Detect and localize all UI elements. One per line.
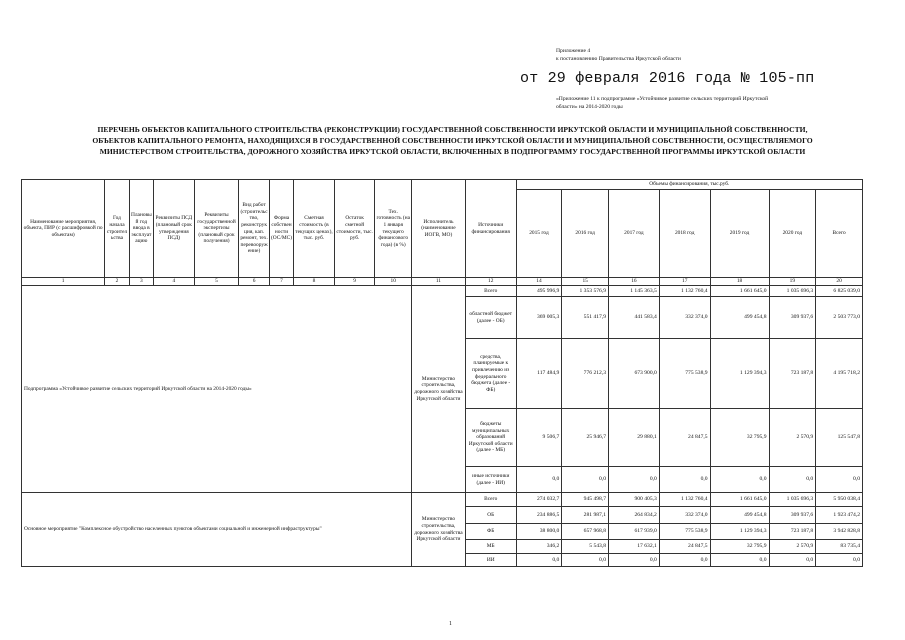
header-ownership: Форма собственности (ОС/МС) — [269, 180, 293, 278]
resolution-date-stamp: от 29 февраля 2016 года № 105-пп — [520, 70, 815, 87]
header-psd-details: Реквизиты ПСД (плановый срок утверждения ПСД) — [154, 180, 195, 278]
title-line-1: ПЕРЕЧЕНЬ ОБЪЕКТОВ КАПИТАЛЬНОГО СТРОИТЕЛЬСТВА (РЕКОНСТРУКЦИИ) ГОСУДАРСТВЕННОЙ СОБСТВЕННОСТИ ИРКУТСКОЙ ОБЛАСТИ И МУНИЦИПАЛЬНОЙ СОБСТВЕННОСТИ, — [97, 125, 808, 134]
value-cell: 274 032,7 — [516, 493, 562, 507]
column-number: 18 — [710, 278, 769, 286]
funding-source: Всего — [465, 493, 516, 507]
column-number: 10 — [375, 278, 412, 286]
value-cell: 2 570,9 — [769, 409, 816, 467]
column-number: 17 — [659, 278, 710, 286]
value-cell: 309 937,6 — [769, 507, 816, 524]
title-line-2: ОБЪЕКТОВ КАПИТАЛЬНОГО РЕМОНТА, НАХОДЯЩИХСЯ В ГОСУДАРСТВЕННОЙ СОБСТВЕННОСТИ ИРКУТСКОЙ ОБЛАСТИ И МУНИЦИПАЛЬНОЙ СОБСТВЕННОСТИ, ОСУЩЕСТВЛЯЕМОГО — [92, 136, 813, 145]
value-cell: 24 847,5 — [659, 540, 710, 554]
value-cell: 1 661 645,0 — [710, 286, 769, 297]
value-cell: 945 498,7 — [562, 493, 609, 507]
value-cell: 25 946,7 — [562, 409, 609, 467]
value-cell: 673 900,0 — [609, 339, 660, 409]
funding-source: МБ — [465, 540, 516, 554]
value-cell: 0,0 — [659, 467, 710, 493]
funding-source: ИИ — [465, 554, 516, 567]
column-number: 8 — [294, 278, 335, 286]
value-cell: 1 923 474,2 — [816, 507, 863, 524]
header-total: Всего — [816, 190, 863, 278]
value-cell: 0,0 — [562, 554, 609, 567]
value-cell: 4 195 718,2 — [816, 339, 863, 409]
value-cell: 117 484,9 — [516, 339, 562, 409]
value-cell: 0,0 — [516, 554, 562, 567]
value-cell: 0,0 — [710, 554, 769, 567]
value-cell: 369 005,3 — [516, 297, 562, 339]
column-number: 14 — [516, 278, 562, 286]
header-year-2018: 2018 год — [659, 190, 710, 278]
value-cell: 0,0 — [816, 467, 863, 493]
funding-source: иные источники (далее - ИИ) — [465, 467, 516, 493]
column-number: 4 — [154, 278, 195, 286]
header-year-2020: 2020 год — [769, 190, 816, 278]
value-cell: 346,2 — [516, 540, 562, 554]
value-cell: 0,0 — [609, 554, 660, 567]
appendix-line-2: к постановлению Правительства Иркутской области — [556, 56, 681, 62]
value-cell: 0,0 — [562, 467, 609, 493]
value-cell: 1 661 645,0 — [710, 493, 769, 507]
subprogram-executor: Министерство строительства, дорожного хозяйства Иркутской области — [412, 286, 466, 493]
header-funding-sources: Источники финансирования — [465, 180, 516, 278]
value-cell: 9 506,7 — [516, 409, 562, 467]
column-number: 19 — [769, 278, 816, 286]
value-cell: 6 825 039,0 — [816, 286, 863, 297]
value-cell: 32 795,9 — [710, 409, 769, 467]
header-year-2015: 2015 год — [516, 190, 562, 278]
header-start-year: Год начала строительства — [105, 180, 129, 278]
column-number: 9 — [334, 278, 375, 286]
header-year-2016: 2016 год — [562, 190, 609, 278]
value-cell: 24 847,5 — [659, 409, 710, 467]
column-number: 20 — [816, 278, 863, 286]
value-cell: 2 570,9 — [769, 540, 816, 554]
value-cell: 332 374,0 — [659, 297, 710, 339]
value-cell: 551 417,9 — [562, 297, 609, 339]
value-cell: 2 503 773,0 — [816, 297, 863, 339]
value-cell: 125 547,8 — [816, 409, 863, 467]
value-cell: 5 950 038,4 — [816, 493, 863, 507]
value-cell: 0,0 — [710, 467, 769, 493]
value-cell: 234 886,5 — [516, 507, 562, 524]
value-cell: 1 145 363,5 — [609, 286, 660, 297]
value-cell: 32 795,9 — [710, 540, 769, 554]
header-executor: Исполнитель (наименование ИОГВ, МО) — [412, 180, 466, 278]
value-cell: 281 987,1 — [562, 507, 609, 524]
objects-table — [21, 179, 863, 567]
value-cell: 723 187,8 — [769, 339, 816, 409]
column-number: 5 — [194, 278, 239, 286]
value-cell: 617 939,0 — [609, 524, 660, 540]
value-cell: 1 129 394,3 — [710, 339, 769, 409]
value-cell: 1 132 760,4 — [659, 493, 710, 507]
value-cell: 657 968,8 — [562, 524, 609, 540]
value-cell: 0,0 — [769, 467, 816, 493]
value-cell: 1 129 394,3 — [710, 524, 769, 540]
value-cell: 3 942 828,8 — [816, 524, 863, 540]
funding-source: средства, планируемые к привлечению из федерального бюджета (далее - ФБ) — [465, 339, 516, 409]
title-line-3: МИНИСТЕРСТВОМ СТРОИТЕЛЬСТВА, ДОРОЖНОГО ХОЗЯЙСТВА ИРКУТСКОЙ ОБЛАСТИ, ВКЛЮЧЕННЫХ В ПОДПРОГРАММУ ГОСУДАРСТВЕННОЙ ПРОГРАММЫ ИРКУТСКОЙ ОБЛАСТИ — [99, 147, 806, 156]
value-cell: 776 212,3 — [562, 339, 609, 409]
appendix-subprogram-reference — [556, 96, 856, 111]
table-row — [22, 286, 863, 297]
header-commission-year: Плановый год ввода в эксплуатацию — [129, 180, 153, 278]
funding-source: Всего — [465, 286, 516, 297]
main-activity-name: Основное мероприятие "Комплексное обустройство населенных пунктов объектами социальной и инженерной инфраструктуры" — [22, 493, 412, 567]
funding-source: областной бюджет (далее - ОБ) — [465, 297, 516, 339]
header-expertise-details: Реквизиты государственной экспертизы (плановый срок получения) — [194, 180, 239, 278]
appendix-line-1: Приложение 4 — [556, 48, 591, 54]
header-work-type: Вид работ (строительство, реконструкция, кап. ремонт, тех. перевооружение) — [239, 180, 269, 278]
value-cell: 0,0 — [816, 554, 863, 567]
column-number: 7 — [269, 278, 293, 286]
appendix-ref-line-1: «Приложение 11 к подпрограмме «Устойчивое развитие сельских территорий Иркутской — [556, 96, 769, 102]
value-cell: 775 538,9 — [659, 339, 710, 409]
value-cell: 332 374,0 — [659, 507, 710, 524]
column-number-row — [22, 278, 863, 286]
value-cell: 0,0 — [769, 554, 816, 567]
value-cell: 499 454,8 — [710, 297, 769, 339]
table-row — [22, 493, 863, 507]
column-number: 1 — [22, 278, 105, 286]
column-number: 3 — [129, 278, 153, 286]
value-cell: 1 035 696,3 — [769, 493, 816, 507]
header-year-2019: 2019 год — [710, 190, 769, 278]
value-cell: 900 405,3 — [609, 493, 660, 507]
column-number: 16 — [609, 278, 660, 286]
value-cell: 38 800,0 — [516, 524, 562, 540]
subprogram-name: Подпрограмма «Устойчивое развитие сельских территорий Иркутской области на 2014-2020 годы» — [22, 286, 412, 493]
value-cell: 1 353 576,9 — [562, 286, 609, 297]
value-cell: 499 454,8 — [710, 507, 769, 524]
funding-source: бюджеты муниципальных образований Иркутской области (далее - МБ) — [465, 409, 516, 467]
value-cell: 0,0 — [516, 467, 562, 493]
value-cell: 495 996,9 — [516, 286, 562, 297]
column-number: 11 — [412, 278, 466, 286]
column-number: 15 — [562, 278, 609, 286]
value-cell: 17 632,1 — [609, 540, 660, 554]
main-activity-executor: Министерство строительства, дорожного хозяйства Иркутской области — [412, 493, 466, 567]
funding-source: ОБ — [465, 507, 516, 524]
value-cell: 441 583,4 — [609, 297, 660, 339]
header-row-top — [22, 180, 863, 190]
column-number: 12 — [465, 278, 516, 286]
column-number: 2 — [105, 278, 129, 286]
header-name: Наименование мероприятия, объекта, ПИР (с расшифровкой по объектам) — [22, 180, 105, 278]
header-readiness: Тех. готовность (на 1 января текущего финансового года) (в %) — [375, 180, 412, 278]
value-cell: 5 543,8 — [562, 540, 609, 554]
header-year-2017: 2017 год — [609, 190, 660, 278]
value-cell: 775 538,9 — [659, 524, 710, 540]
value-cell: 1 035 696,3 — [769, 286, 816, 297]
value-cell: 29 880,1 — [609, 409, 660, 467]
column-number: 6 — [239, 278, 269, 286]
value-cell: 0,0 — [609, 467, 660, 493]
value-cell: 723 187,8 — [769, 524, 816, 540]
appendix-reference — [556, 47, 886, 63]
page-number: 1 — [449, 621, 452, 627]
header-remaining-cost: Остаток сметной стоимости, тыс. руб. — [334, 180, 375, 278]
appendix-ref-line-2: области» на 2014-2020 годы — [556, 103, 623, 110]
value-cell: 0,0 — [659, 554, 710, 567]
value-cell: 264 834,2 — [609, 507, 660, 524]
header-estimated-cost: Сметная стоимость (в текущих ценах), тыс. руб. — [294, 180, 335, 278]
value-cell: 83 735,4 — [816, 540, 863, 554]
header-funding-volumes: Объемы финансирования, тыс.руб. — [516, 180, 862, 190]
value-cell: 309 937,6 — [769, 297, 816, 339]
funding-source: ФБ — [465, 524, 516, 540]
value-cell: 1 132 760,4 — [659, 286, 710, 297]
document-title — [20, 124, 885, 157]
